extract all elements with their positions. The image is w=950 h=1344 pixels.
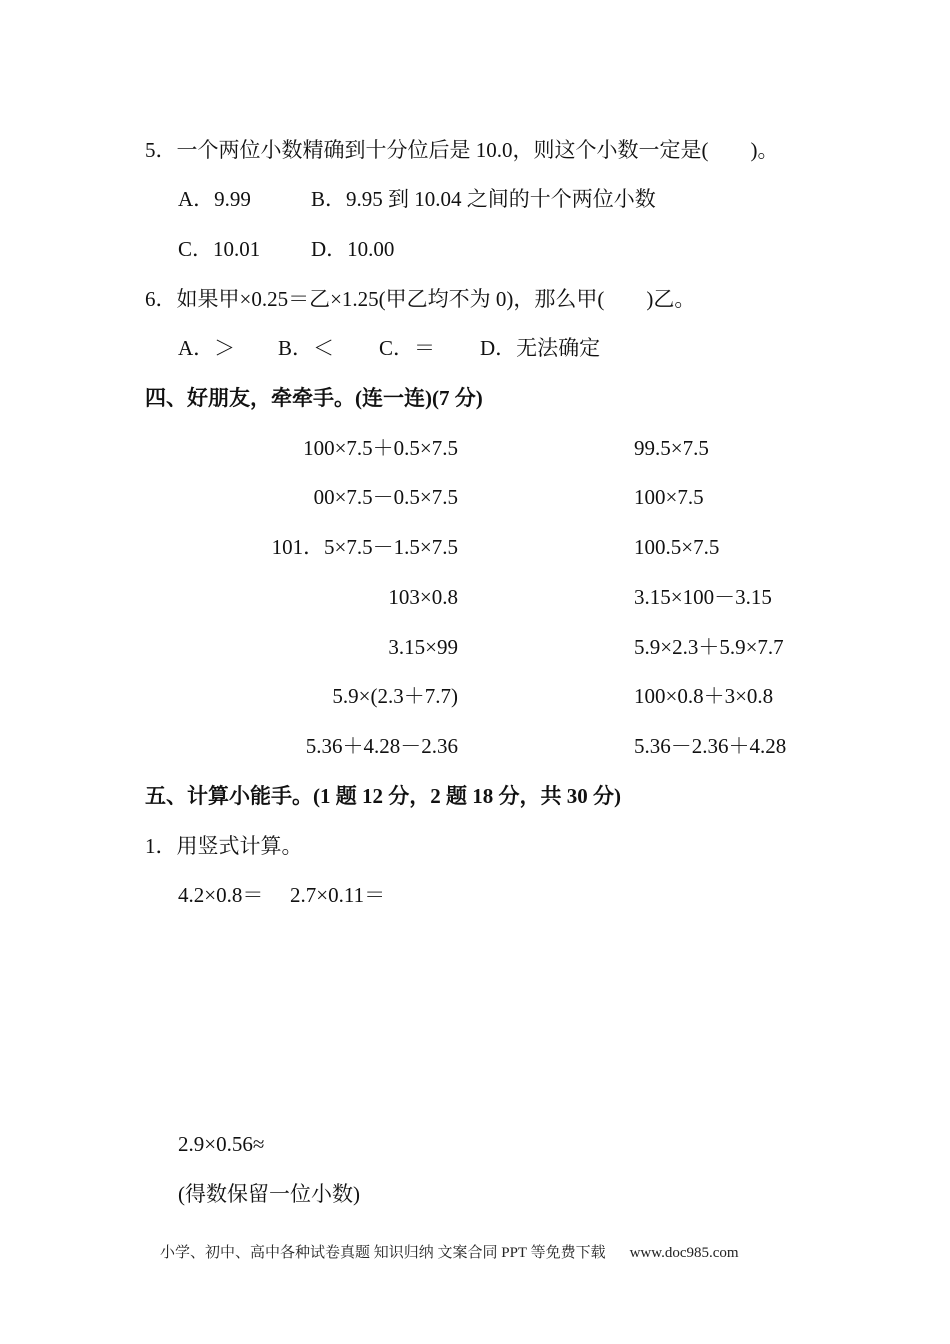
- q6-option-d: D．无法确定: [480, 336, 601, 360]
- match-right-item: 5.9×2.3＋5.9×7.7: [634, 635, 784, 659]
- calc-problem-3: 2.9×0.56≈: [178, 1132, 265, 1156]
- match-right-item: 3.15×100－3.15: [634, 585, 772, 609]
- match-left-item: 00×7.5－0.5×7.5: [313, 485, 458, 509]
- q5-option-a: A．9.99: [178, 187, 251, 211]
- footer-url[interactable]: www.doc985.com: [629, 1245, 739, 1261]
- q6-option-a: A．＞: [178, 336, 236, 360]
- calc-problem-3-note: (得数保留一位小数): [178, 1182, 360, 1206]
- match-left-item: 101．5×7.5－1.5×7.5: [271, 535, 458, 559]
- match-left-item: 3.15×99: [388, 635, 458, 659]
- q6-options-row: [178, 334, 600, 362]
- q5-option-b: B．9.95 到 10.04 之间的十个两位小数: [311, 187, 656, 211]
- match-left-item: 5.9×(2.3＋7.7): [332, 684, 458, 708]
- q6-option-c: C．＝: [379, 336, 436, 360]
- calc-row-1: [178, 881, 385, 909]
- footer-text: 小学、初中、高中各种试卷真题 知识归纳 文案合同 PPT 等免费下载: [160, 1245, 606, 1261]
- page-footer: [160, 1243, 739, 1263]
- section5-q1-title: 1．用竖式计算。: [145, 834, 303, 858]
- q5-option-c: C．10.01: [178, 237, 261, 261]
- q6-option-b: B．＜: [278, 336, 335, 360]
- match-right-item: 99.5×7.5: [634, 436, 709, 460]
- q6-stem: 6．如果甲×0.25＝乙×1.25(甲乙均不为 0)，那么甲( )乙。: [145, 287, 696, 311]
- section4-heading: 四、好朋友，牵牵手。(连一连)(7 分): [145, 386, 483, 410]
- section5-heading: 五、计算小能手。(1 题 12 分，2 题 18 分，共 30 分): [145, 784, 621, 808]
- q5-option-d: D．10.00: [311, 237, 395, 261]
- match-right-item: 100×0.8＋3×0.8: [634, 684, 774, 708]
- calc-problem-2: 2.7×0.11＝: [290, 883, 386, 907]
- q5-options-row1: [178, 185, 656, 213]
- calc-problem-1: 4.2×0.8＝: [178, 883, 264, 907]
- match-left-item: 100×7.5＋0.5×7.5: [303, 436, 458, 460]
- match-right-item: 5.36－2.36＋4.28: [634, 734, 787, 758]
- match-right-item: 100×7.5: [634, 485, 704, 509]
- match-left-item: 5.36＋4.28－2.36: [305, 734, 458, 758]
- match-right-item: 100.5×7.5: [634, 535, 720, 559]
- match-left-item: 103×0.8: [388, 585, 458, 609]
- q5-options-row2: [178, 235, 394, 263]
- q5-stem: 5．一个两位小数精确到十分位后是 10.0，则这个小数一定是( )。: [145, 138, 779, 162]
